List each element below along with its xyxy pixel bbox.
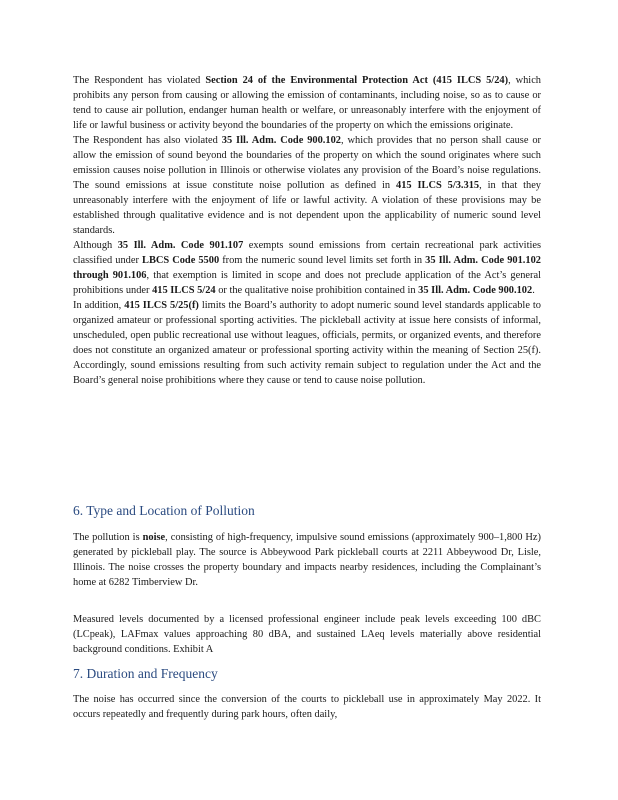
paragraph-901-107 bbox=[73, 238, 541, 298]
text-span: , which prohibits any person from causing or allowing the emission of contaminants, including noise, so as to cause or tend to cause air pollution, endanger human health or welfare, or unreasonably interfere with the enjoyment of life or lawful business or activity beyond the boundaries of the property on which the emissions originate. bbox=[73, 75, 541, 131]
text-span: Although bbox=[73, 240, 118, 251]
measured-levels-paragraph: Measured levels documented by a licensed professional engineer include peak levels exceeding 100 dBC (LCpeak), LAFmax values approaching 80 dBA, and sustained LAeq levels materially above residential background conditions. Exhibit A bbox=[73, 614, 541, 655]
text-span: from the numeric sound level limits set forth in bbox=[219, 255, 426, 266]
pollution-type-paragraph bbox=[73, 530, 541, 590]
text-span: The Respondent has also violated bbox=[73, 135, 222, 146]
statute-reference: 35 Ill. Adm. Code 901.107 bbox=[117, 240, 244, 251]
paragraph-25f bbox=[73, 298, 541, 388]
text-span: The Respondent has violated bbox=[73, 75, 206, 86]
text-span: , that exemption is limited in scope and does not preclude application of the Act’s general prohibitions under bbox=[73, 270, 542, 296]
statute-reference: 35 Ill. Adm. Code 900.102 bbox=[221, 135, 341, 146]
text-span: limits the Board’s authority to adopt numeric sound level standards applicable to organized amateur or professional sporting activities. The pickleball activity at issue here consists of informal, unscheduled, open public recreational use without leagues, officials, permits, or organized events, and therefore does not constitute an organized amateur or professional sporting activity within the meaning of Section 25(f). Accordingly, sound emissions resulting from such activity remain subject to regulation under the Act and the Board’s general noise prohibitions where they cause or tend to cause noise pollution. bbox=[73, 300, 541, 386]
text-span: or the qualitative noise prohibition contained in bbox=[215, 285, 419, 296]
statute-reference: LBCS Code 5500 bbox=[142, 255, 220, 266]
section-6-paragraph-2 bbox=[73, 612, 541, 657]
statute-reference: Section 24 of the Environmental Protection Act (415 ILCS 5/24) bbox=[205, 75, 509, 86]
statute-reference: 35 Ill. Adm. Code 900.102 bbox=[418, 285, 533, 296]
section-7-heading: 7. Duration and Frequency bbox=[73, 666, 218, 681]
text-span: . bbox=[532, 285, 535, 296]
text-span: , in that they unreasonably interfere with the enjoyment of life or lawful activity. A violation of these provisions may be established through qualitative evidence and is not dependent upon the applicability of numeric sound level standards. bbox=[73, 180, 541, 236]
duration-paragraph: The noise has occurred since the conversion of the courts to pickleball use in approximately May 2022. It occurs repeatedly and frequently during park hours, often daily, bbox=[73, 694, 541, 720]
statute-reference: 415 ILCS 5/3.315 bbox=[396, 180, 480, 191]
statute-reference: 35 Ill. Adm. Code 901.102 through 901.106 bbox=[73, 255, 541, 281]
text-span: , consisting of high-frequency, impulsive sound emissions (approximately 900–1,800 Hz) generated by pickleball play. The source is Abbeywood Park pickleball courts at 2211 Abbeywood Dr, Lisle, Illinois. The noise crosses the property boundary and impacts nearby residences, including the Complainant’s home at 6282 Timberview Dr. bbox=[73, 532, 541, 588]
section-6-heading: 6. Type and Location of Pollution bbox=[73, 503, 255, 518]
statute-reference: 415 ILCS 5/25(f) bbox=[124, 300, 199, 311]
text-span: In addition, bbox=[73, 300, 125, 311]
section-6-paragraph-1 bbox=[73, 530, 541, 590]
violations-section bbox=[73, 73, 541, 388]
paragraph-900-102 bbox=[73, 133, 541, 238]
text-span: , which provides that no person shall cause or allow the emission of sound beyond the boundaries of the property on which the sound originates where such emission causes noise pollution in Illinois or otherwise violates any provision of the Board’s noise regulations. The sound emissions at issue constitute noise pollution as defined in bbox=[73, 135, 541, 191]
text-span: exempts sound emissions from certain recreational park activities classified under bbox=[73, 240, 541, 266]
text-span: The pollution is bbox=[73, 532, 143, 543]
paragraph-section-24 bbox=[73, 73, 541, 133]
section-7-paragraph-1 bbox=[73, 692, 541, 722]
statute-reference: 415 ILCS 5/24 bbox=[152, 285, 216, 296]
pollution-type: noise bbox=[142, 532, 166, 543]
